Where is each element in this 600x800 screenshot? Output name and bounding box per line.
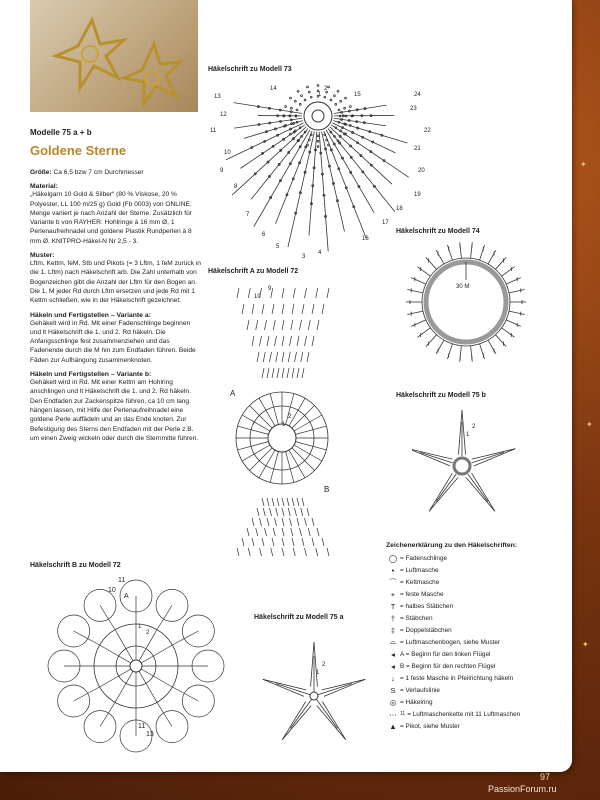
arrow-b-icon: ◂ [391,661,395,671]
svg-text:8: 8 [234,184,238,190]
svg-text:A: A [124,593,129,600]
legend-item [386,648,572,660]
diagram-75b [412,402,520,532]
legend-text: = Fadenschlinge [400,554,448,562]
luftmaschenkette-icon: ⋯ [389,709,397,719]
svg-text:2: 2 [324,86,328,92]
svg-text:11: 11 [118,577,126,584]
svg-text:14: 14 [270,86,277,92]
svg-text:13: 13 [146,731,154,738]
label-2: 2 [288,414,292,420]
label-1: 1 [466,432,470,438]
svg-text:3: 3 [302,254,306,260]
variant-a-heading: Häkeln und Fertigstellen – Variante a: [30,311,151,319]
symbol-legend [386,542,572,732]
legend-text: = Luftmasche [400,566,439,574]
diagram-74-center-label: 30 M [456,284,470,290]
material-heading: Material: [30,183,58,191]
svg-text:1: 1 [316,670,320,676]
svg-text:24: 24 [414,92,421,98]
svg-text:11: 11 [138,723,146,730]
page-number: 97 [540,772,551,782]
legend-item [386,696,572,708]
svg-text:2: 2 [322,662,326,668]
legend-item [386,612,572,624]
svg-text:20: 20 [418,168,425,174]
variant-a-text: Gehäkelt wird in Rd. Mit einer Fadenschlinge beginnen und lt Häkelschrift die 1. und 2. Rd häkeln. Die Anfangsschlinge fest zusammenziehen und das Fadenende durch die M hin zum Endfaden führen. Beide Fäden zur Aufhängung zusammenknoten. [30,319,196,364]
diagram-73 [204,76,434,262]
legend-item [386,564,572,576]
svg-text:7: 7 [246,212,250,218]
svg-text:13: 13 [214,94,221,100]
legend-item [386,624,572,636]
sparkle-icon: ✦ [582,640,589,649]
muster-text: Lftm, Kettm, feM, Stb und Pikots (= 3 Lftm, 1 feM zurück in die 1. Lftm) nach Häkelschrift arb. Die Zahl unterhalb von Bogenzeichen gibt die Anzahl der Lftm für den Bogen an. Die 1. M jeder Rd durch Lftm ersetzen und jede Rd mit 1 Kettm schließen, wie in der Häkelschrift gezeichnet. [30,260,201,305]
legend-item [386,600,572,612]
legend-item [386,672,572,684]
label-10: 10 [254,294,261,300]
svg-text:21: 21 [414,146,421,152]
golden-stars-photo [30,0,198,112]
legend-item [386,576,572,588]
legend-item [386,636,572,648]
legend-chain-count: 11 [400,711,406,717]
svg-text:1: 1 [318,92,322,98]
svg-text:2: 2 [146,630,150,636]
svg-text:5: 5 [276,244,280,250]
diagram-b72 [30,572,240,758]
diagram-a72 [212,278,362,558]
legend-item [386,708,572,720]
luftmasche-icon: • [391,565,395,575]
svg-text:11: 11 [210,128,217,134]
feste-masche-icon: + [390,589,396,599]
diagram-75a-title: Häkelschrift zu Modell 75 a [254,614,344,621]
size-paragraph: Größe: Ca 6,5 bzw 7 cm Durchmesser [30,169,144,176]
legend-title: Zeichenerklärung zu den Häkelschriften: [386,542,518,549]
legend-text: A = Beginn für den linken Flügel [400,650,491,658]
legend-text: = Pikot, siehe Muster [400,722,460,730]
svg-text:22: 22 [424,128,431,134]
svg-text:10: 10 [224,150,231,156]
svg-text:10: 10 [108,587,116,594]
legend-text: B = Beginn für den rechten Flügel [400,662,496,670]
diagram-74 [392,236,542,376]
legend-text: = feste Masche [400,590,444,598]
svg-text:18: 18 [396,206,403,212]
svg-text:19: 19 [414,192,421,198]
svg-text:6: 6 [262,232,266,238]
svg-text:15: 15 [354,92,361,98]
arrow-a-icon: ◂ [391,649,395,659]
kettmasche-icon: ⌒ [389,577,397,587]
legend-item [386,660,572,672]
svg-text:12: 12 [220,112,227,118]
site-watermark: PassionForum.ru [488,784,557,794]
label-9: 9 [268,286,272,292]
page-title: Goldene Sterne [30,143,127,158]
legend-text: = Verlaufslinie [400,686,440,694]
legend-text: = Luftmaschenkette mit 11 Luftmaschen [407,710,521,718]
diagram-a72-title: Häkelschrift A zu Modell 72 [208,268,299,275]
svg-text:17: 17 [382,220,389,226]
legend-text: = halbes Stäbchen [400,602,454,610]
pikot-icon: ▲ [389,721,397,731]
variant-b-text: Gehäkelt wird in Rd. Mit einer Kettm am Hohlring anschlingen und lt Häkelschrift die 1. und 2. Rd häkeln. Den Endfaden zur Zackenspitze führen, ca 10 cm lang hängen lassen, mit Hilfe der Perlenaufreihnadel eine goldene Perle auffädeln und an das Ende knoten. Zur Befestigung des Sterns den Endfaden mit der Perle z.B. um einen Zweig wickeln oder durch die Sternmitte führen. [30,379,199,442]
legend-item [386,552,572,564]
variant-b-heading: Häkeln und Fertigstellen – Variante b: [30,371,152,379]
legend-item [386,684,572,696]
sparkle-icon: ✦ [580,160,587,169]
marker-b: B [324,485,330,494]
legend-item [386,720,572,732]
svg-text:1: 1 [138,624,142,630]
halbes-staebchen-icon: T [390,601,396,611]
svg-text:16: 16 [362,236,369,242]
diagram-73-title: Häkelschrift zu Modell 73 [208,66,292,73]
svg-text:9: 9 [220,168,224,174]
label-1: 1 [282,422,286,428]
marker-a: A [230,389,236,398]
legend-text: = 1 feste Masche in Pfeilrichtung häkeln [400,674,514,682]
diagram-75a [262,624,370,764]
legend-text: = Stäbchen [400,614,433,622]
material-text: „Häkelgarn 10 Gold & Silber“ (80 % Viskose, 20 % Polyester, LL 100 m/25 g) Gold (Fb 0003) von ONLINE; Menge variiert je nach Anzahl der Sterne. Zusätzlich für Variante b von RAYHER: Hohlringe à 16 mm Ø, 1 Perlenaufreihnadel und goldene Plastik Rundperlen à 8 mm Ø. KNITPRO-Häkel-N Nr 2,5 - 3. [30,191,192,245]
luftmaschenbogen-icon: ⌓ [390,637,396,646]
legend-item [386,588,572,600]
model-label: Modelle 75 a + b [30,128,92,137]
muster-heading: Muster: [30,252,55,260]
pfeilrichtung-icon: ↓ [391,673,395,683]
diagram-74-title: Häkelschrift zu Modell 74 [396,228,480,235]
staebchen-icon: † [390,613,396,623]
legend-text: = Doppelstäbchen [400,626,452,634]
legend-text: = Häkelring [400,698,433,706]
svg-text:4: 4 [318,250,322,256]
doppelstaebchen-icon: ‡ [390,625,396,635]
sparkle-icon: ✦ [586,420,593,429]
haekelring-icon: ◎ [389,697,397,707]
label-2: 2 [472,424,476,430]
diagram-b72-title: Häkelschrift B zu Modell 72 [30,562,121,569]
fadenschlinge-icon: ◯ [388,553,398,563]
verlaufslinie-icon: S [390,685,396,695]
legend-text: = Luftmaschenbogen, siehe Muster [400,638,501,646]
legend-text: = Kettmasche [400,578,440,586]
diagram-75b-title: Häkelschrift zu Modell 75 b [396,392,486,399]
svg-text:23: 23 [410,106,417,112]
instructions-column [30,128,202,449]
